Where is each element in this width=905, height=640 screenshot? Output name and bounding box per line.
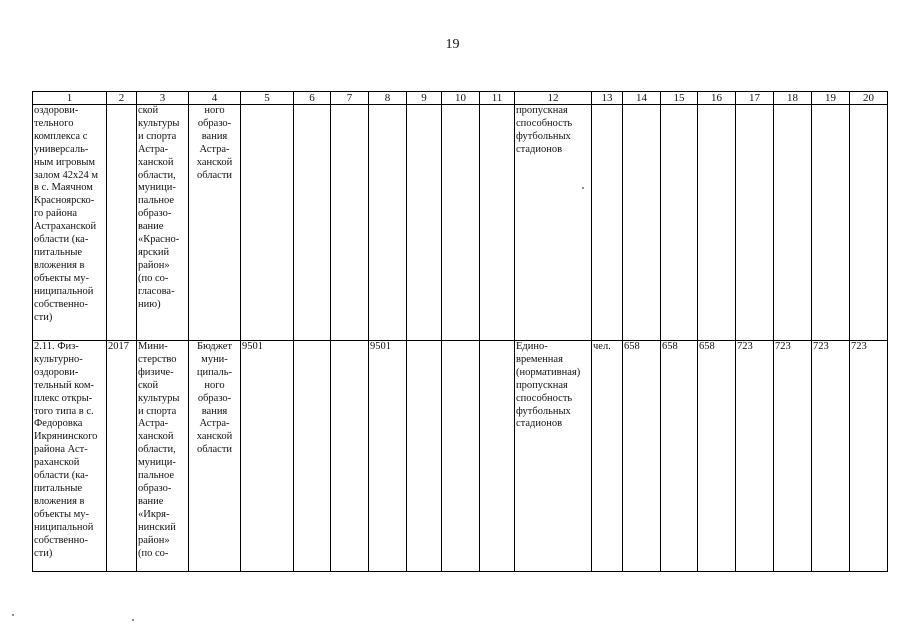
table-cell [698,105,736,341]
table-cell [661,105,698,341]
table-cell: ской культуры и спорта Астра- ханской области, муници- пальное образо- вание «Красно- ярский район» (по со- гласова- нию) [137,105,189,341]
table-cell: 658 [661,341,698,572]
table-cell: оздорови- тельного комплекса с универсаль- ным игровым залом 42х24 м в с. Маячном Красноярско- го района Астраханской области (ка- питальные вложения в объекты му- ниципальной собственно- сти) [33,105,107,341]
table-cell [442,105,480,341]
table-cell [442,341,480,572]
table-cell [592,105,623,341]
table-cell: 9501 [241,341,294,572]
table-cell [623,105,661,341]
table-cell: пропускная способность футбольных стадионов [515,105,592,341]
col-header: 9 [407,92,442,105]
table-cell: 658 [623,341,661,572]
table-cell: 2017 [107,341,137,572]
col-header: 17 [736,92,774,105]
table-cell [369,105,407,341]
col-header: 6 [294,92,331,105]
table-cell [407,341,442,572]
scan-speck [132,619,134,621]
table-cell [294,341,331,572]
scan-speck [582,187,584,189]
table-cell [407,105,442,341]
table-cell: ного образо- вания Астра- ханской области [189,105,241,341]
data-table [32,91,888,572]
col-header: 1 [33,92,107,105]
col-header: 3 [137,92,189,105]
table-cell: Мини- стерство физиче- ской культуры и спорта Астра- ханской области, муници- пальное образо- вание «Икря- нинский район» (по со- [137,341,189,572]
table-cell: 9501 [369,341,407,572]
col-header: 12 [515,92,592,105]
table-cell [294,105,331,341]
table-cell: Едино- временная (нормативная) пропускная способность футбольных стадионов [515,341,592,572]
col-header: 14 [623,92,661,105]
table-cell [812,105,850,341]
table-cell: 723 [850,341,888,572]
col-header: 13 [592,92,623,105]
header-row [33,92,888,105]
page-number: 19 [445,37,460,52]
col-header: 19 [812,92,850,105]
table-row [33,105,888,341]
table-cell: 723 [774,341,812,572]
table-cell: 723 [812,341,850,572]
table-cell [774,105,812,341]
table-cell [736,105,774,341]
col-header: 20 [850,92,888,105]
table-cell [850,105,888,341]
col-header: 7 [331,92,369,105]
table-cell: 658 [698,341,736,572]
table-cell: Бюджет муни- ципаль- ного образо- вания Астра- ханской области [189,341,241,572]
scan-speck [12,614,14,616]
table-cell [241,105,294,341]
table-cell [480,105,515,341]
col-header: 15 [661,92,698,105]
table-cell [331,341,369,572]
table-row [33,341,888,572]
col-header: 16 [698,92,736,105]
col-header: 4 [189,92,241,105]
table-cell [331,105,369,341]
col-header: 5 [241,92,294,105]
table-cell: чел. [592,341,623,572]
col-header: 18 [774,92,812,105]
col-header: 8 [369,92,407,105]
table-cell: 723 [736,341,774,572]
table-cell [107,105,137,341]
col-header: 10 [442,92,480,105]
table-cell: 2.11. Физ- культурно- оздорови- тельный ком- плекс откры- того типа в с. Федоровка Икрянинского района Аст- раханской области (ка- питальные вложения в объекты му- ниципальной собственно- сти) [33,341,107,572]
col-header: 11 [480,92,515,105]
col-header: 2 [107,92,137,105]
table-cell [480,341,515,572]
